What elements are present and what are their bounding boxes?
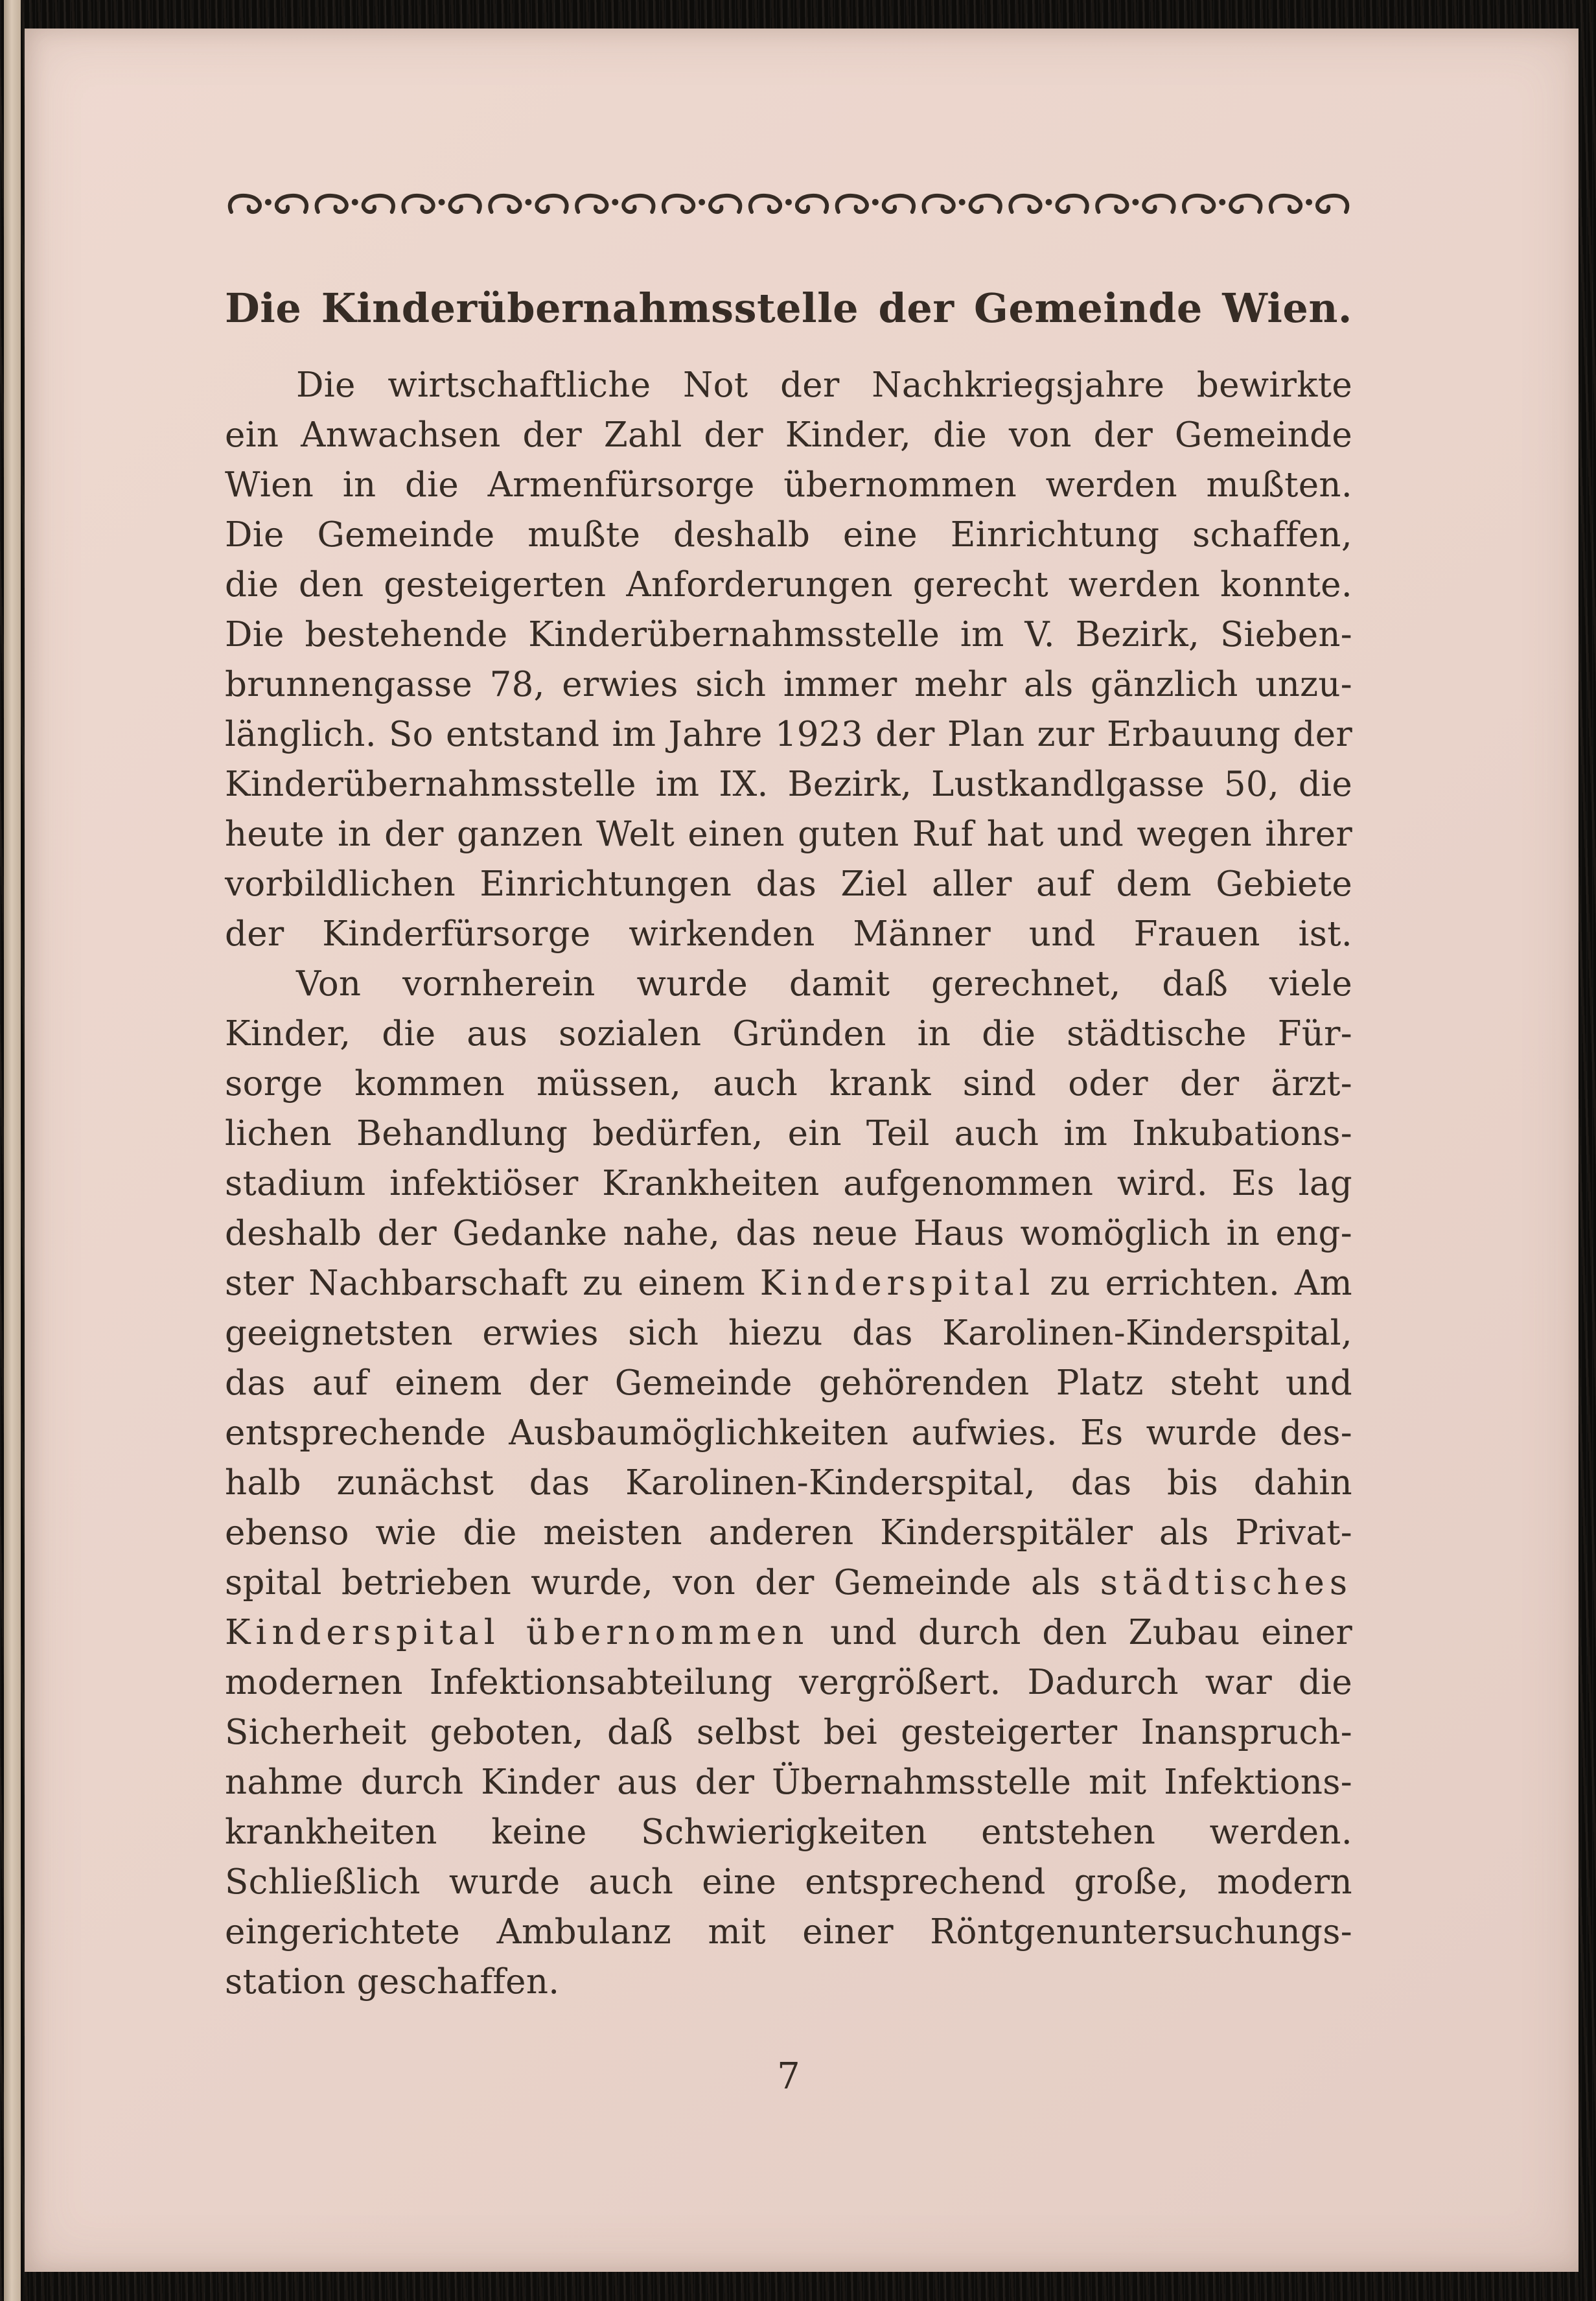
text-segment: Kinder, die aus sozialen Gründen in die städtische Für- [225, 1014, 1352, 1054]
text-segment: der Kinderfürsorge wirkenden Männer und Frauen ist. [225, 914, 1352, 954]
text-segment: stadium infektiöser Krankheiten aufgenommen wird. Es lag [225, 1164, 1352, 1203]
text-line [225, 1408, 1352, 1458]
text-line [225, 660, 1352, 710]
text-line [225, 1907, 1352, 1957]
text-line [225, 510, 1352, 560]
text-segment: Kinderübernahmsstelle im IX. Bezirk, Lustkandlgasse 50, die [225, 765, 1352, 804]
text-segment: Sicherheit geboten, daß selbst bei gesteigerter Inanspruch- [225, 1713, 1352, 1752]
text-line [225, 710, 1352, 759]
text-line [225, 1258, 1352, 1308]
text-line [225, 1159, 1352, 1208]
page-heading: Die Kinderübernahmsstelle der Gemeinde Wien. [225, 284, 1352, 332]
text-segment: länglich. So entstand im Jahre 1923 der Plan zur Erbauung der [225, 715, 1352, 754]
text-segment: vorbildlichen Einrichtungen das Ziel aller auf dem Gebiete [225, 864, 1352, 904]
text-line [225, 759, 1352, 809]
text-line [225, 560, 1352, 610]
text-segment: entsprechende Ausbaumöglichkeiten aufwies. Es wurde des- [225, 1413, 1352, 1453]
text-segment: ebenso wie die meisten anderen Kinderspitäler als Privat- [225, 1513, 1352, 1553]
text-segment: eingerichtete Ambulanz mit einer Röntgenuntersuchungs- [225, 1912, 1352, 1952]
text-segment: geeignetsten erwies sich hiezu das Karolinen-Kinderspital, [225, 1313, 1352, 1353]
emphasized-text: Kinderspital [759, 1264, 1035, 1303]
text-line [225, 1707, 1352, 1757]
text-segment: ein Anwachsen der Zahl der Kinder, die von der Gemeinde [225, 415, 1352, 455]
text-segment: brunnengasse 78, erwies sich immer mehr als gänzlich unzu- [225, 665, 1352, 704]
text-segment: Von vornherein wurde damit gerechnet, daß viele [296, 964, 1352, 1004]
text-line [225, 1308, 1352, 1358]
text-segment: spital betrieben wurde, von der Gemeinde als [225, 1563, 1100, 1602]
paragraph [225, 959, 1352, 2007]
text-line [225, 1658, 1352, 1707]
text-line [225, 809, 1352, 859]
text-line [225, 410, 1352, 460]
text-segment: heute in der ganzen Welt einen guten Ruf hat und wegen ihrer [225, 815, 1352, 854]
text-line [225, 1458, 1352, 1508]
text-line [225, 1608, 1352, 1658]
text-line [225, 1208, 1352, 1258]
text-segment: das auf einem der Gemeinde gehörenden Platz steht und [225, 1363, 1352, 1403]
emphasized-text: städtisches [1100, 1563, 1352, 1602]
text-segment: ster Nachbarschaft zu einem [225, 1264, 760, 1303]
text-line [225, 1807, 1352, 1857]
text-line [225, 1957, 1352, 2007]
text-line [225, 859, 1352, 909]
text-line [225, 1059, 1352, 1109]
text-line [225, 1757, 1352, 1807]
text-segment: Die Gemeinde mußte deshalb eine Einrichtung schaffen, [225, 515, 1352, 555]
page-number: 7 [777, 2055, 800, 2098]
text-segment: sorge kommen müssen, auch krank sind oder der ärzt- [225, 1064, 1352, 1104]
book-page [25, 29, 1579, 2272]
text-segment: und durch den Zubau einer [809, 1613, 1352, 1652]
text-line [225, 1857, 1352, 1907]
text-line [225, 610, 1352, 660]
text-segment: Die wirtschaftliche Not der Nachkriegsjahre bewirkte [296, 365, 1352, 405]
text-block [225, 360, 1352, 2007]
text-line [225, 909, 1352, 959]
emphasized-text: Kinderspital übernommen [225, 1613, 809, 1652]
text-segment: modernen Infektionsabteilung vergrößert. Dadurch war die [225, 1663, 1352, 1702]
text-line [225, 959, 1352, 1009]
text-segment: krankheiten keine Schwierigkeiten entstehen werden. [225, 1812, 1352, 1852]
text-line [225, 1508, 1352, 1558]
text-line [225, 360, 1352, 410]
text-line [225, 1009, 1352, 1059]
text-segment: nahme durch Kinder aus der Übernahmsstelle mit Infektions- [225, 1763, 1352, 1802]
text-line [225, 460, 1352, 510]
paragraph [225, 360, 1352, 959]
text-segment: halb zunächst das Karolinen-Kinderspital, das bis dahin [225, 1463, 1352, 1503]
text-segment: Schließlich wurde auch eine entsprechend große, modern [225, 1862, 1352, 1902]
text-line [225, 1358, 1352, 1408]
text-line [225, 1558, 1352, 1608]
text-segment: die den gesteigerten Anforderungen gerecht werden konnte. [225, 565, 1352, 605]
text-line [225, 1109, 1352, 1159]
text-segment: deshalb der Gedanke nahe, das neue Haus womöglich in eng- [225, 1214, 1352, 1253]
left-page-edge [4, 0, 21, 2301]
text-segment: Wien in die Armenfürsorge übernommen werden mußten. [225, 465, 1352, 505]
text-segment: zu errichten. Am [1035, 1264, 1352, 1303]
text-segment: Die bestehende Kinderübernahmsstelle im V. Bezirk, Sieben- [225, 615, 1352, 654]
ornament-band [225, 192, 1352, 218]
text-segment: lichen Behandlung bedürfen, ein Teil auch im Inkubations- [225, 1114, 1352, 1153]
text-segment: station geschaffen. [225, 1962, 560, 2002]
